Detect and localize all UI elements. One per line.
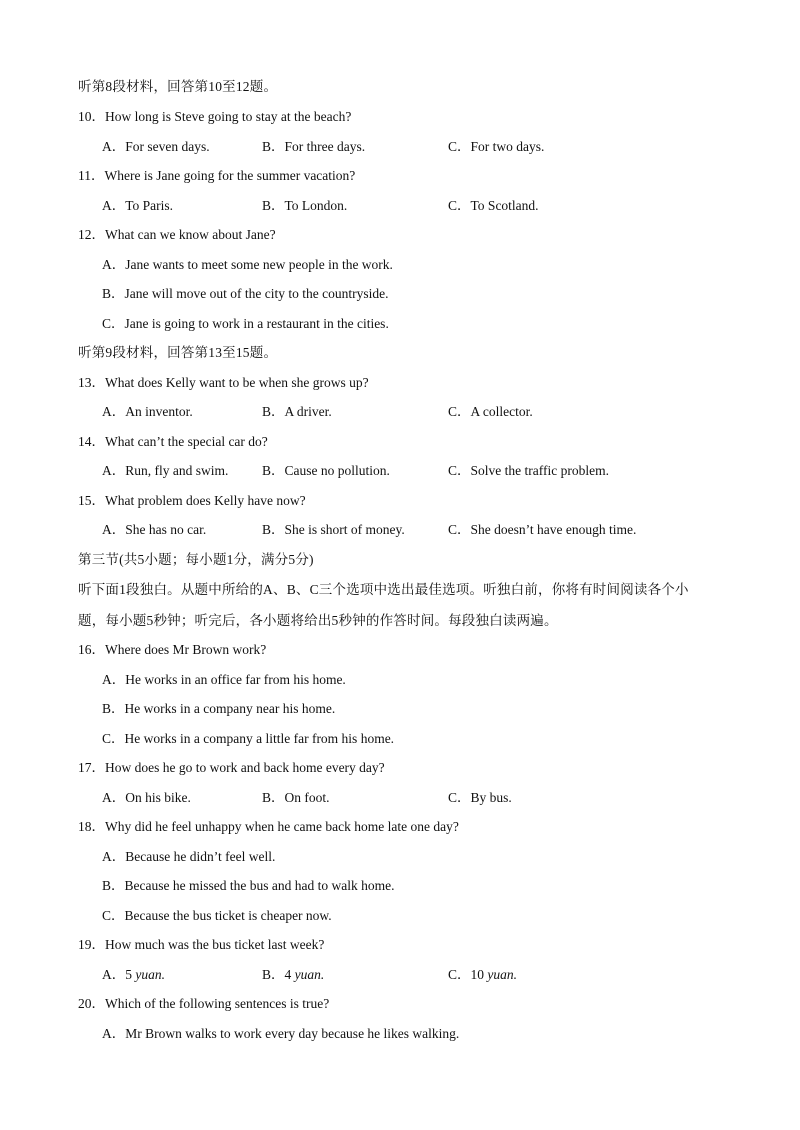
question-12: 12．What can we know about Jane? — [78, 227, 276, 242]
question-19-options — [102, 967, 742, 983]
option-b: B．Jane will move out of the city to the countryside. — [102, 286, 389, 301]
option-c: C．Because the bus ticket is cheaper now. — [102, 908, 332, 923]
option-b: B．Because he missed the bus and had to walk home. — [102, 878, 395, 893]
option-c: C．She doesn’t have enough time. — [448, 522, 637, 537]
option-a: A．On his bike. — [102, 790, 191, 805]
option-b: B．She is short of money. — [262, 522, 405, 537]
option-a: A．To Paris. — [102, 198, 174, 213]
option-b: B．To London. — [262, 198, 348, 213]
option-a — [102, 967, 165, 983]
question-20: 20．Which of the following sentences is true? — [78, 996, 330, 1011]
currency-unit: yuan. — [487, 967, 518, 982]
option-b: B．He works in a company near his home. — [102, 701, 336, 716]
question-19: 19．How much was the bus ticket last week? — [78, 937, 325, 952]
option-c: C．To Scotland. — [448, 198, 539, 213]
option-a: A．For seven days. — [102, 139, 210, 154]
option-c: C．Jane is going to work in a restaurant in the cities. — [102, 316, 389, 331]
question-17: 17．How does he go to work and back home every day? — [78, 760, 385, 775]
option-a: A．Run, fly and swim. — [102, 463, 229, 478]
option-c — [448, 967, 517, 983]
question-13-options — [102, 404, 742, 420]
question-10-options — [102, 139, 742, 155]
question-17-options — [102, 790, 742, 806]
part-3-instruction-line-1: 听下面1段独白。从题中所给的A、B、C三个选项中选出最佳选项。听独白前，你将有时间阅读各个小 — [78, 582, 689, 597]
option-c: C．A collector. — [448, 404, 533, 419]
option-b: B．For three days. — [262, 139, 366, 154]
option-a-amount: A．5 — [102, 967, 136, 982]
option-c-amount: C．10 — [448, 967, 488, 982]
option-c: C．Solve the traffic problem. — [448, 463, 609, 478]
currency-unit: yuan. — [294, 967, 325, 982]
question-15-options — [102, 522, 742, 538]
question-14-options — [102, 463, 742, 479]
section-8-heading: 听第8段材料，回答第10至12题。 — [78, 79, 278, 94]
option-b-amount: B．4 — [262, 967, 295, 982]
option-c: C．He works in a company a little far from his home. — [102, 731, 395, 746]
currency-unit: yuan. — [135, 967, 165, 982]
part-3-instruction-line-2: 题，每小题5秒钟；听完后，各小题将给出5秒钟的作答时间。每段独白读两遍。 — [78, 613, 558, 628]
question-13: 13．What does Kelly want to be when she grows up? — [78, 375, 369, 390]
option-a: A．Mr Brown walks to work every day because he likes walking. — [102, 1026, 460, 1041]
option-b: B．A driver. — [262, 404, 332, 419]
option-b: B．On foot. — [262, 790, 330, 805]
question-11: 11．Where is Jane going for the summer vacation? — [78, 168, 356, 183]
option-c: C．For two days. — [448, 139, 545, 154]
option-a: A．Jane wants to meet some new people in the work. — [102, 257, 393, 272]
option-b — [262, 967, 324, 983]
question-16: 16．Where does Mr Brown work? — [78, 642, 267, 657]
option-a: A．She has no car. — [102, 522, 207, 537]
question-11-options — [102, 198, 742, 214]
question-14: 14．What can’t the special car do? — [78, 434, 268, 449]
option-a: A．An inventor. — [102, 404, 193, 419]
option-b: B．Cause no pollution. — [262, 463, 390, 478]
part-3-heading: 第三节(共5小题；每小题1分，满分5分) — [78, 552, 314, 567]
question-10: 10．How long is Steve going to stay at the beach? — [78, 109, 352, 124]
question-15: 15．What problem does Kelly have now? — [78, 493, 306, 508]
option-a: A．He works in an office far from his home. — [102, 672, 346, 687]
question-18: 18．Why did he feel unhappy when he came back home late one day? — [78, 819, 459, 834]
option-a: A．Because he didn’t feel well. — [102, 849, 276, 864]
section-9-heading: 听第9段材料，回答第13至15题。 — [78, 345, 278, 360]
option-c: C．By bus. — [448, 790, 512, 805]
